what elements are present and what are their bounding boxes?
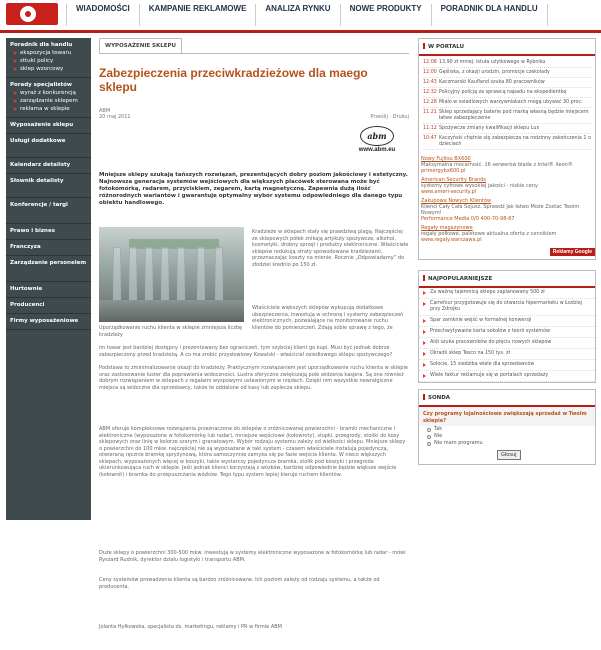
portal-box bbox=[418, 38, 596, 260]
news-link[interactable]: 13,90 zł mniej: Istuła użytkowego w Rybniku bbox=[439, 59, 546, 65]
article-title: Zabezpieczenia przeciwkradzieżowe dla maego sklepu bbox=[99, 66, 368, 94]
sidebar-subitem-label: sttuki policy bbox=[20, 58, 54, 64]
sidebar-section-title[interactable]: Hurtownie bbox=[10, 286, 43, 292]
article-author: ABM bbox=[99, 108, 111, 114]
article-paragraph: Podstawa to zminimalizowanie okazji do kradzieży. Praktycznym rozwiązaniem jest uporządkowanie ruchu klienta w sklepie oraz zastosowanie luster dla poprawienia widoczności. Lustra sferyczne zwiększają pole widzenia kasjera. Są one również dobrym rozwiązaniem w sklepach z regałami wyspowymi ustawionymi w rzędach. Dzięki nim wszystkie newralgiczne miejsca są widoczne dla sprzedawcy, także te oddalone od kasy lub zaplecza sklepu. bbox=[99, 365, 408, 391]
article-lead: Mniejsze sklepy szukają tańszych rozwiązań, prezentujących dobry poziom jakościowy i estetyczny. Najnowsza generacja systemów wejściowych dla większych placówek sterowana może być fotokomórką, radarem, przyciskiem, zegarem, kartą magnetyczną. Zapewnia dużą ilość różnorodnych wariantów i gwarantuje optymalny wybór systemu odpowiedniego dla danego typu obiektu handlowego. bbox=[99, 172, 408, 206]
sidebar-section-title[interactable]: Prawo i biznes bbox=[10, 228, 55, 234]
sidebar-subitem[interactable] bbox=[14, 57, 87, 65]
sponsored-ad[interactable] bbox=[421, 198, 593, 222]
sidebar-section[interactable] bbox=[6, 282, 91, 298]
portal-list bbox=[419, 56, 595, 152]
news-time: 11:21 bbox=[423, 109, 437, 115]
popular-item[interactable] bbox=[419, 327, 595, 338]
ad-headline[interactable]: American Security Brands bbox=[421, 177, 487, 183]
sidebar-section-title[interactable]: Producenci bbox=[10, 302, 45, 308]
article-paragraph: Kradzieże w sklepach stały się prawdziwą plagą. Najczęściej ze sklepowych półek znikają artykuły spożywcze, alkohol, kosmetyki, drobny sprzęt i produkty elektroniczne. Właściciele sklepów redukują straty spowodowane kradzieżami, przeznaczając koszty na mienie. Rocznie „Odpowiadamy” do złodziei średnio po 150 zł. bbox=[252, 229, 409, 268]
portal-title: W PORTALU bbox=[419, 39, 595, 56]
popular-item[interactable] bbox=[419, 299, 595, 316]
poll-question: Czy programy lojalnościowe zwiększają sprzedaż w Twoim sklepie? bbox=[419, 407, 595, 426]
sponsored-ad[interactable] bbox=[421, 156, 593, 174]
popular-link[interactable]: Przechwytywanie karta sokołów z teorii systemów bbox=[430, 329, 550, 334]
sidebar-section[interactable] bbox=[6, 118, 91, 134]
news-time: 12:32 bbox=[423, 89, 437, 95]
popular-link[interactable]: Okradli sklep Tesco na 150 tys. zł bbox=[430, 351, 510, 356]
arrow-icon bbox=[14, 99, 17, 103]
arrow-icon bbox=[423, 341, 426, 345]
portal-news-item[interactable] bbox=[423, 88, 591, 98]
sidebar-subitem-label: zarządzanie sklepem bbox=[20, 98, 78, 104]
sidebar-section[interactable] bbox=[6, 240, 91, 256]
abm-logo-url: www.abm.eu bbox=[358, 147, 396, 153]
vote-button[interactable]: Głosuj bbox=[497, 450, 521, 460]
sidebar-subitem-label: reklama w sklepie bbox=[20, 106, 70, 112]
arrow-icon bbox=[423, 302, 426, 306]
popular-item[interactable] bbox=[419, 360, 595, 371]
popular-link[interactable]: Aldi szuka pracowników do pięciu nowych sklepów bbox=[430, 340, 552, 345]
main-nav bbox=[66, 4, 548, 26]
sidebar-subitem-label: wyraż z konkurencją bbox=[20, 90, 76, 96]
sidebar-section[interactable] bbox=[6, 174, 91, 198]
article-paragraph: im towar jest bardziej dostępny i prezentowany bez ograniczeń, tym szybciej klient go kupi. Musi być jednak dobrze zabezpieczony przed kradzieżą. A co ma zrobić przysłowiowy Kowalski - właściciel osiedlowego sklepu spożywczego? bbox=[99, 345, 393, 358]
sidebar-subitem-label: sklep wzorcowy bbox=[20, 66, 64, 72]
news-time: 12:28 bbox=[423, 99, 437, 105]
news-link[interactable]: Sklep sprzedający baterie pod marką własną będzie miejscem łatwe zabezpieczenie bbox=[439, 109, 589, 121]
arrow-icon bbox=[14, 51, 17, 55]
news-link[interactable]: Policyjny policją za sprawcą napadu na ekspedientkę bbox=[439, 89, 567, 95]
popular-link[interactable]: Wiele faktur reklamuje się w portalach sprzedaży bbox=[430, 373, 549, 378]
news-link[interactable]: Kaczyński chętnie się zabezpiecza na rodzinny zakończenia 1 o dzieciach bbox=[439, 135, 591, 147]
arrow-icon bbox=[14, 67, 17, 71]
ad-url[interactable]: www.regaly.warszawa.pl bbox=[421, 237, 482, 243]
popular-link[interactable]: Spar zamknie wejść w formalnej konwersji bbox=[430, 318, 532, 323]
nav-kampanie[interactable]: KAMPANIE REKLAMOWE bbox=[139, 4, 256, 26]
news-time: 12:00 bbox=[423, 69, 437, 75]
ad-description: Klienci Cały Cała Sojusz. Sprawdź Jak łatwo Może Zostać Twoim Nowym! bbox=[421, 204, 580, 216]
sidebar-subitem[interactable] bbox=[14, 49, 87, 57]
sidebar-section-title[interactable]: Porady specjalistów bbox=[10, 82, 73, 88]
article bbox=[99, 38, 409, 630]
popular-link[interactable]: Sołocie, 15 siedziba wiele dla sprzedawców bbox=[430, 362, 535, 367]
ad-url[interactable]: Performance Media 0/0 400-70-98-67 bbox=[421, 216, 515, 222]
article-paragraph: ABM oferuje kompleksowe rozwiązania przeznaczone do sklepów o zróżnicowanej powierzchni - bramki mechaniczne i elektroniczne (wyposażone w fotokomórkę lub radar), mniejsze wejściowe (kołowroty), słupki, przegrody, stoliki do kosy sklepowych oraz linię w kolorze szarym i granatowym. Wybór rodzaju systemu zależy od wielkości sklepu. Mniejsze sklepy o powierzchni do 100 mkw. najczęściej nie są wyposażane w taki system - czasem właściciele instalują pojedynczą, otwieraną ręcznie bramkę spryżynową, która samoczynnie zamyka się po fazie wejścia klienta. W nieco większych sklepach, wyposażonych więcej w koszyki, takie wystarczy pojedyncza bramka, stolik pod koszyki i przegroda ukierunkowująca ruch w sklepie. Jeśli jednak klienci korzystają z wózków, bardziej odpowiednie będzie większe wejście (kołowrót) i bramka do przepuszczania wózków. Tego typu system lepiej kieruje ruchem klientów. bbox=[99, 426, 406, 478]
popular-item[interactable] bbox=[419, 371, 595, 382]
portal-news-item[interactable] bbox=[423, 78, 591, 88]
sponsored-links bbox=[419, 152, 595, 243]
sidebar-section[interactable] bbox=[6, 134, 91, 158]
news-time: 10:47 bbox=[423, 135, 437, 141]
article-paragraph: Ceny systemów prowadzenia klienta są bardzo zróżnicowane. Ich poziom zależy od rodzaju systemu, a także od producenta. bbox=[99, 577, 380, 590]
popular-link[interactable]: Carrefour przygotowuje się do otwarcia hipermarketu w Łodziej przy Zdrojku bbox=[430, 301, 582, 312]
portal-news-item[interactable] bbox=[423, 98, 591, 108]
article-signature: Jolanta Hyłkowska, specjalista ds. marketingu, reklamy i PR w firmie ABM bbox=[99, 624, 282, 630]
arrow-icon bbox=[14, 59, 17, 63]
portal-news-item[interactable] bbox=[423, 124, 591, 134]
popular-box bbox=[418, 270, 596, 383]
popular-item[interactable] bbox=[419, 288, 595, 299]
site-logo[interactable] bbox=[6, 3, 58, 25]
sidebar-section[interactable] bbox=[6, 314, 91, 330]
sidebar-section-title[interactable]: Słownik detalisty bbox=[10, 178, 64, 184]
popular-list bbox=[419, 288, 595, 382]
popular-item[interactable] bbox=[419, 316, 595, 327]
sidebar-section-title[interactable]: Wyposażenie sklepu bbox=[10, 122, 74, 128]
portal-news-item[interactable] bbox=[423, 134, 591, 150]
ad-description: Maksymalna mocarność. 16 serwerów blade z Intel® Xeon® bbox=[421, 162, 573, 168]
sidebar-section[interactable] bbox=[6, 198, 91, 224]
article-paragraph: Właściciele większych sklepów wykupują dodatkowe ubezpieczenia, inwestują w ochronę i systemy zabezpieczeń elektronicznych, pozwalające na monitorowanie ruchu klientów do pomieszczeń. Zdają sobie sprawę z tego, że bbox=[252, 305, 404, 331]
radio-icon[interactable] bbox=[427, 428, 431, 432]
sidebar-section[interactable] bbox=[6, 78, 91, 118]
arrow-icon bbox=[423, 352, 426, 356]
sidebar-subitem[interactable] bbox=[14, 105, 87, 113]
nav-analiza[interactable]: ANALIZA RYNKU bbox=[255, 4, 339, 26]
arrow-icon bbox=[14, 91, 17, 95]
arrow-icon bbox=[423, 374, 426, 378]
popular-link[interactable]: Za ważną tajemnicą sklepu zaplanowany 500 zł bbox=[430, 290, 545, 295]
arrow-icon bbox=[423, 330, 426, 334]
sidebar-section-title[interactable]: Usługi dodatkowe bbox=[10, 138, 66, 144]
sidebar-subitem[interactable] bbox=[14, 97, 87, 105]
store-entrance-photo bbox=[99, 227, 244, 322]
poll-title: SONDA bbox=[419, 390, 595, 407]
popular-item[interactable] bbox=[419, 349, 595, 360]
radio-icon[interactable] bbox=[427, 442, 431, 446]
news-time: 12:08 bbox=[423, 59, 437, 65]
google-ads-label[interactable]: Reklamy Google bbox=[419, 246, 595, 259]
right-column bbox=[418, 38, 596, 465]
arrow-icon bbox=[14, 107, 17, 111]
article-date: 20 maj 2011 bbox=[99, 114, 131, 120]
photo-caption: Uporządkowanie ruchu klienta w sklepie zmniejsza liczbę kradzieży bbox=[99, 325, 243, 338]
sidebar-subitem[interactable] bbox=[14, 89, 87, 97]
sidebar-section-title[interactable]: Firmy wyposażeniowe bbox=[10, 318, 79, 324]
sidebar-section[interactable] bbox=[6, 256, 91, 282]
news-link[interactable]: Gęśliska, z okazji urodzin, promocje czekolady bbox=[439, 69, 550, 75]
nav-poradnik[interactable]: PORADNIK DLA HANDLU bbox=[431, 4, 548, 26]
popular-title: NAJPOPULARNIEJSZE bbox=[419, 271, 595, 288]
portal-news-item[interactable] bbox=[423, 58, 591, 68]
news-link[interactable]: Spożywcze zmiany kwalifikacji sklepu Lux bbox=[439, 125, 540, 131]
portal-news-item[interactable] bbox=[423, 68, 591, 78]
sidebar-section-title[interactable]: Poradnik dla handlu bbox=[10, 42, 73, 48]
news-link[interactable]: Miało w osiedlowych warzywniakach mogą ubywać 30 proc. bbox=[439, 99, 583, 105]
nav-nowe-produkty[interactable]: NOWE PRODUKTY bbox=[340, 4, 431, 26]
sidebar-section[interactable] bbox=[6, 224, 91, 240]
news-link[interactable]: Kaczmarski Kaufland szuka 80 pracowników bbox=[439, 79, 545, 85]
news-time: 12:43 bbox=[423, 79, 437, 85]
sponsored-ad[interactable] bbox=[421, 225, 593, 243]
nav-divider bbox=[0, 30, 601, 33]
radio-icon[interactable] bbox=[427, 435, 431, 439]
top-bar bbox=[0, 0, 601, 30]
nav-wiadomosci[interactable]: WIADOMOŚCI bbox=[66, 4, 139, 26]
ad-headline[interactable]: Nowy Fujitsu BX600 bbox=[421, 156, 471, 162]
sidebar-section-title[interactable]: Franczyza bbox=[10, 244, 41, 250]
sponsored-ad[interactable] bbox=[421, 177, 593, 195]
byline bbox=[99, 108, 409, 120]
sidebar-section[interactable] bbox=[6, 38, 91, 78]
poll-option-brak[interactable]: Nie mam programu bbox=[419, 440, 595, 447]
poll-option-tak[interactable]: Tak bbox=[419, 426, 595, 433]
ad-url[interactable]: primergybx600.pl bbox=[421, 168, 466, 174]
sidebar-section-title[interactable]: Kalendarz detalisty bbox=[10, 162, 71, 168]
poll-option-nie[interactable]: Nie bbox=[419, 433, 595, 440]
sidebar bbox=[6, 38, 91, 520]
arrow-icon bbox=[423, 291, 426, 295]
ad-description: systemy cyfrowe wysokiej jakości - niskie ceny bbox=[421, 183, 538, 189]
sidebar-section-title[interactable]: Konferencje / targi bbox=[10, 202, 68, 208]
abm-logo-mark: abm bbox=[360, 126, 394, 146]
sidebar-subitem-label: ekspozycja towaru bbox=[20, 50, 72, 56]
ad-headline[interactable]: Zakupowa Nowych Klientów bbox=[421, 198, 492, 204]
section-tab[interactable]: WYPOSAŻENIE SKLEPU bbox=[99, 38, 182, 54]
ad-headline[interactable]: Regały magazynowe bbox=[421, 225, 473, 231]
sidebar-section[interactable] bbox=[6, 158, 91, 174]
article-paragraph: Duże sklepy o powierzchni 300-500 mkw. inwestują w systemy elektroniczne wyposażone w fotokomórkę lub radar - mówi Ryszard Rudnik, dyrektor działu logistyki i transportu ABM. bbox=[99, 550, 406, 563]
article-tools[interactable]: Prześlij · Drukuj bbox=[370, 114, 409, 120]
news-time: 11:12 bbox=[423, 125, 437, 131]
arrow-icon bbox=[423, 319, 426, 323]
ad-description: regały półkowe, paletowe aktualna oferta z cennikiem bbox=[421, 231, 557, 237]
abm-logo bbox=[347, 126, 407, 162]
sidebar-section[interactable] bbox=[6, 298, 91, 314]
portal-news-item[interactable] bbox=[423, 108, 591, 124]
ad-url[interactable]: www.ameri-security.pl bbox=[421, 189, 477, 195]
poll-box bbox=[418, 389, 596, 465]
arrow-icon bbox=[423, 363, 426, 367]
popular-item[interactable] bbox=[419, 338, 595, 349]
sidebar-subitem[interactable] bbox=[14, 65, 87, 73]
sidebar-section-title[interactable]: Zarządzanie personelem bbox=[10, 260, 87, 266]
